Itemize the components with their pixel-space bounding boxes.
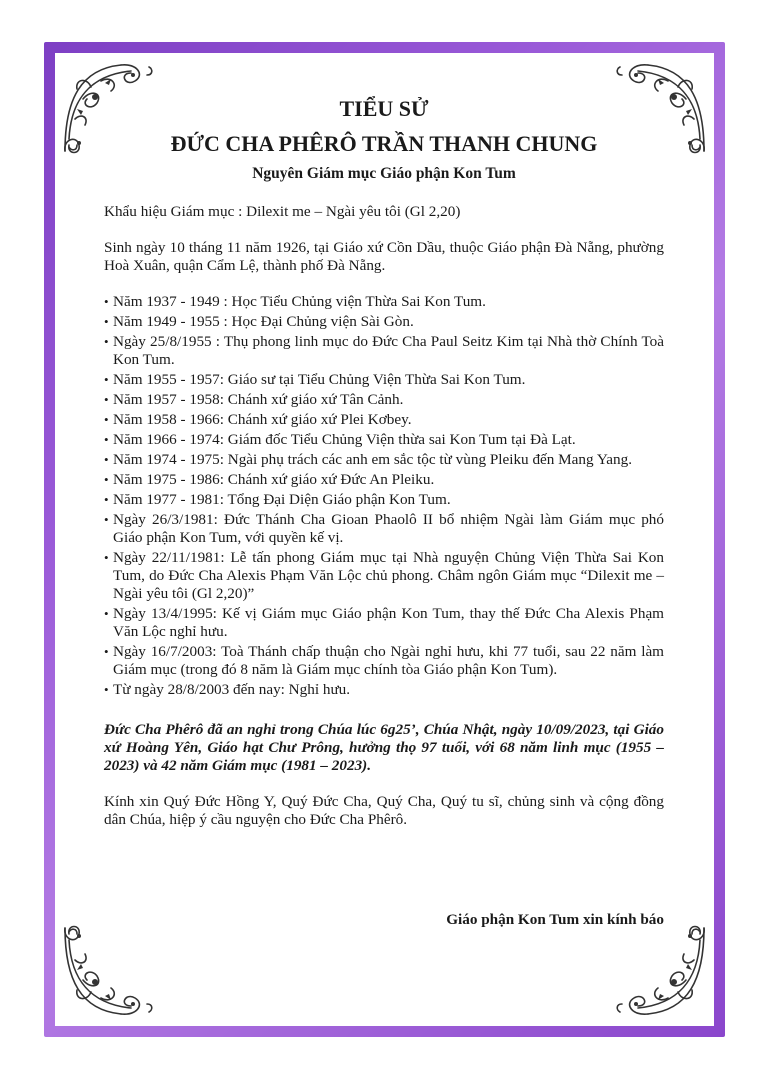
timeline-item: • Năm 1937 - 1949 : Học Tiểu Chủng viện Thừa Sai Kon Tum. — [104, 293, 664, 311]
timeline-item: • Ngày 13/4/1995: Kế vị Giám mục Giáo phận Kon Tum, thay thế Đức Cha Alexis Phạm Văn Lộc nghỉ hưu. — [104, 605, 664, 641]
timeline-item: • Năm 1957 - 1958: Chánh xứ giáo xứ Tân Cảnh. — [104, 391, 664, 409]
timeline-item: • Năm 1974 - 1975: Ngài phụ trách các anh em sắc tộc từ vùng Pleiku đến Mang Yang. — [104, 451, 664, 469]
timeline-item: • Ngày 25/8/1955 : Thụ phong linh mục do Đức Cha Paul Seitz Kim tại Nhà thờ Chính Toà Kon Tum. — [104, 333, 664, 369]
timeline-item: • Năm 1977 - 1981: Tổng Đại Diện Giáo phận Kon Tum. — [104, 491, 664, 509]
timeline-item: • Năm 1975 - 1986: Chánh xứ giáo xứ Đức An Pleiku. — [104, 471, 664, 489]
timeline-item: • Năm 1958 - 1966: Chánh xứ giáo xứ Plei Kơbey. — [104, 411, 664, 429]
timeline-item: • Từ ngày 28/8/2003 đến nay: Nghỉ hưu. — [104, 681, 664, 699]
death-notice: Đức Cha Phêrô đã an nghỉ trong Chúa lúc 6g25’, Chúa Nhật, ngày 10/09/2023, tại Giáo xứ Hoàng Yên, Giáo hạt Chư Prông, hưởng thọ 97 tuổi, với 68 năm linh mục (1955 – 2023) và 42 năm Giám mục (1981 – 2023). — [104, 721, 664, 774]
biography-content — [104, 95, 664, 928]
timeline-item: • Năm 1955 - 1957: Giáo sư tại Tiểu Chủng Viện Thừa Sai Kon Tum. — [104, 371, 664, 389]
timeline-item: • Năm 1966 - 1974: Giám đốc Tiểu Chủng Viện thừa sai Kon Tum tại Đà Lạt. — [104, 431, 664, 449]
document-title: TIỂU SỬ — [339, 96, 429, 121]
signature: Giáo phận Kon Tum xin kính báo — [446, 911, 664, 928]
bishop-name-title: ĐỨC CHA PHÊRÔ TRẦN THANH CHUNG — [170, 131, 598, 156]
timeline-item: • Năm 1949 - 1955 : Học Đại Chủng viện Sài Gòn. — [104, 313, 664, 331]
subtitle: Nguyên Giám mục Giáo phận Kon Tum — [252, 165, 516, 182]
episcopal-motto: Khẩu hiệu Giám mục : Dilexit me – Ngài yêu tôi (Gl 2,20) — [104, 203, 461, 220]
ornament-corner-icon — [61, 924, 157, 1020]
timeline-item: • Ngày 22/11/1981: Lễ tấn phong Giám mục tại Nhà nguyện Chủng Viện Thừa Sai Kon Tum, do Đức Cha Alexis Phạm Văn Lộc chủ phong. Châm ngôn Giám mục “Dilexit me – Ngài yêu tôi (Gl 2,20)” — [104, 549, 664, 603]
ornament-corner-icon — [612, 924, 708, 1020]
timeline-item: • Ngày 16/7/2003: Toà Thánh chấp thuận cho Ngài nghỉ hưu, khi 77 tuổi, sau 22 năm làm Giám mục (trong đó 8 năm là Giám mục chính tòa Giáo phận Kon Tum). — [104, 643, 664, 679]
prayer-request: Kính xin Quý Đức Hồng Y, Quý Đức Cha, Quý Cha, Quý tu sĩ, chủng sinh và cộng đồng dân Chúa, hiệp ý cầu nguyện cho Đức Cha Phêrô. — [104, 793, 664, 828]
timeline-list — [104, 293, 664, 699]
timeline-item: • Ngày 26/3/1981: Đức Thánh Cha Gioan Phaolô II bổ nhiệm Ngài làm Giám mục phó Giáo phận Kon Tum, với quyền kế vị. — [104, 511, 664, 547]
birth-info: Sinh ngày 10 tháng 11 năm 1926, tại Giáo xứ Cồn Dầu, thuộc Giáo phận Đà Nẵng, phường Hoà Xuân, quận Cẩm Lệ, thành phố Đà Nẵng. — [104, 239, 664, 274]
